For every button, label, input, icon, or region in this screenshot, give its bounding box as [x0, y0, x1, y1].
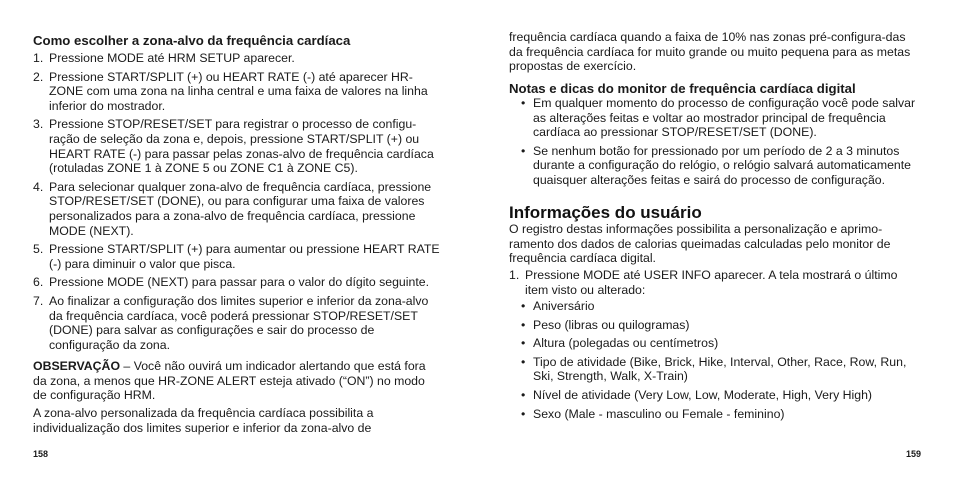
list-item: • Tipo de atividade (Bike, Brick, Hike, Interval, Other, Race, Row, Run, Ski, Strength, Walk, X-Train) — [509, 355, 921, 384]
right-page — [509, 0, 921, 477]
step-text: Ao finalizar a configuração dos limites superior e inferior da zona-alvo da frequência cardíaca, você poderá pressionar STOP/RESET/SET (DONE) para salvar as configurações e sair do processo de configuração da zona. — [49, 293, 429, 352]
note-paragraph — [33, 359, 441, 403]
closing-paragraph: A zona-alvo personalizada da frequência cardíaca possibilita a individualização dos limites superior e inferior da zona-alvo de — [33, 406, 374, 435]
step-text: Para selecionar qualquer zona-alvo de frequência cardíaca, pressione STOP/RESET/SET (DONE), ou para configurar uma faixa de valores personalizados para a zona-alvo de frequência cardíaca, pressione MODE (NEXT). — [49, 179, 432, 238]
step-number: 5. — [33, 242, 44, 257]
note-label: OBSERVAÇÃO — [33, 359, 121, 373]
tips-heading: Notas e dicas do monitor de frequência cardíaca digital — [509, 81, 856, 96]
list-item: • Peso (libras ou quilogramas) — [509, 318, 921, 333]
list-item: • Sexo (Male - masculino ou Female - feminino) — [509, 407, 921, 422]
step-number: 2. — [33, 69, 44, 84]
step-text: Pressione STOP/RESET/SET para registrar o processo de configu-ração de seleção da zona e, depois, pressione START/SPLIT (+) ou HEART RATE (-) para passar pelas zonas-alvo de frequência cardíaca (rotuladas ZONE 1 à ZONE 5 ou ZONE C1 à ZONE C5). — [49, 117, 434, 176]
list-item — [33, 117, 441, 175]
step-number: 3. — [33, 117, 44, 132]
step-text: Pressione MODE até HRM SETUP aparecer. — [49, 51, 295, 65]
list-item: • Se nenhum botão for pressionado por um período de 2 a 3 minutos durante a configuração do relógio, o relógio salvará automaticamente quaisquer alterações feitas e sairá do processo de configuração. — [509, 144, 921, 188]
step-text: Pressione START/SPLIT (+) ou HEART RATE (-) até aparecer HR-ZONE com uma zona na linha central e uma faixa de valores na linha inferior do mostrador. — [49, 69, 428, 113]
user-info-step — [509, 268, 921, 297]
list-item: • Nível de atividade (Very Low, Low, Moderate, High, Very High) — [509, 388, 921, 403]
list-item: • Altura (polegadas ou centímetros) — [509, 336, 921, 351]
list-item: • Aniversário — [509, 299, 921, 314]
user-info-title: Informações do usuário — [509, 203, 702, 222]
page-number-right: 159 — [905, 449, 921, 459]
list-item — [33, 180, 441, 238]
continuation-paragraph: frequência cardíaca quando a faixa de 10% nas zonas pré-configura-das da frequência cardíaca for muito grande ou muito pequena para as metas propostas de exercício. — [509, 30, 911, 74]
step-number: 6. — [33, 275, 44, 290]
left-page — [33, 0, 441, 477]
note-text: – Você não ouvirá um indicador alertando que está fora da zona, a menos que HR-ZONE ALERT esteja ativado (“ON”) no modo de configuração HRM. — [33, 359, 426, 403]
list-item — [33, 70, 441, 114]
user-info-items-list — [509, 299, 921, 425]
step-number: 7. — [33, 293, 44, 308]
list-item — [33, 242, 441, 271]
step-text: Pressione MODE (NEXT) para passar para o valor do dígito seguinte. — [49, 275, 430, 290]
section-heading-heart-rate-zone: Como escolher a zona-alvo da frequência cardíaca — [33, 33, 351, 48]
step-number: 1. — [509, 268, 520, 282]
setup-steps-list — [33, 51, 441, 356]
step-text: Pressione MODE até USER INFO aparecer. A tela mostrará o último item visto ou alterado: — [525, 268, 898, 297]
step-number: 4. — [33, 179, 44, 194]
list-item — [33, 275, 441, 290]
list-item — [33, 51, 441, 66]
step-text: Pressione START/SPLIT (+) para aumentar ou pressione HEART RATE (-) para diminuir o valor que pisca. — [49, 242, 440, 271]
user-info-intro: O registro destas informações possibilita a personalização e aprimo-ramento dos dados de calorias queimadas calculadas pelo monitor de frequência cardíaca digital. — [509, 222, 891, 266]
list-item — [33, 294, 441, 352]
page-number-left: 158 — [33, 449, 49, 459]
list-item: • Em qualquer momento do processo de configuração você pode salvar as alterações feitas e voltar ao mostrador principal de frequência cardíaca ao pressionar STOP/RESET/SET (DONE). — [509, 96, 921, 140]
tips-list — [509, 96, 921, 192]
step-number: 1. — [33, 51, 44, 65]
